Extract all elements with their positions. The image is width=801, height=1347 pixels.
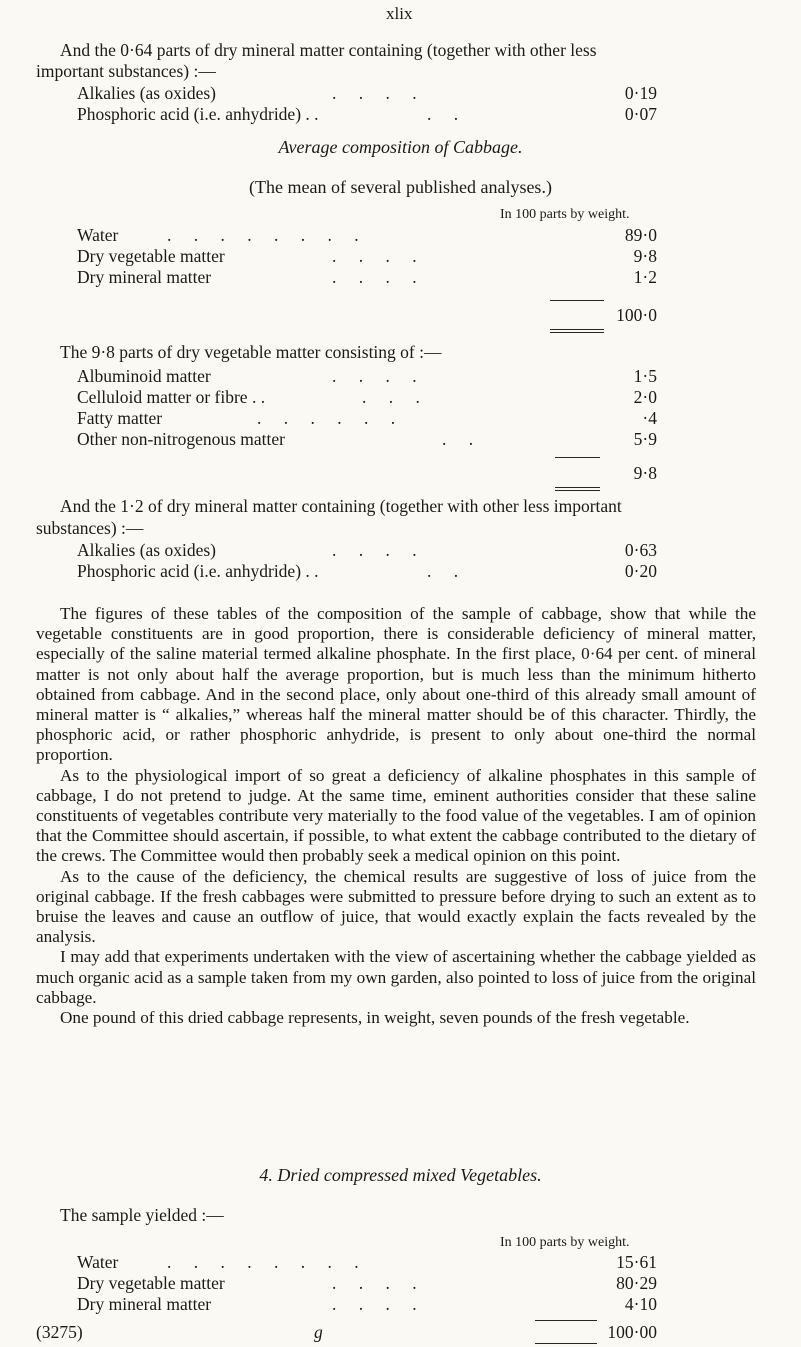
intro-vegetable-matter: The 9·8 parts of dry vegetable matter consisting of :— (60, 342, 442, 362)
table1-value: 0·19 (624, 83, 657, 103)
table5-total: 100·00 (607, 1322, 657, 1342)
table5-label: Water (77, 1252, 119, 1272)
total-double-rule (550, 329, 604, 330)
table3-row: Celluloid matter or fibre . . . . . 2·0 (77, 387, 657, 407)
table3-row: Fatty matter . . . . . . ·4 (77, 408, 657, 428)
table5-label: Dry vegetable matter (77, 1273, 225, 1293)
sum-rule (535, 1320, 597, 1321)
section-heading-cabbage: Average composition of Cabbage. (278, 137, 523, 157)
page-number: xlix (386, 4, 413, 23)
table2-total: 100·0 (616, 305, 657, 325)
table2-value: 9·8 (633, 246, 657, 266)
paragraph: As to the cause of the deficiency, the chemical results are suggestive of loss of juice from the original cabbage. If the fresh cabbages were submitted to pressure before drying to such an extent as to bruise the leaves and cause an outflow of juice, that would exactly explain the facts revealed by the analysis. (36, 866, 756, 947)
sum-rule (555, 457, 600, 458)
total-double-rule (555, 487, 600, 488)
section4-intro: The sample yielded :— (60, 1205, 224, 1225)
table3-value: 5·9 (633, 429, 657, 449)
paragraph: As to the physiological import of so great a deficiency of alkaline phosphates in this sample of cabbage, I do not pretend to judge. At the same time, eminent authorities consider that these saline constituents of vegetables contribute very materially to the food value of the vegetables. I am of opinion that the Committee should ascertain, if possible, to what extent the cabbage contributed to the dietary of the crews. The Committee would then probably seek a medical opinion on this point. (36, 765, 756, 866)
table3-value: 2·0 (633, 387, 657, 407)
paragraph: I may add that experiments undertaken with the view of ascertaining whether the cabbage yielded as much organic acid as a sample taken from my own garden, also pointed to loss of juice from the original cabbage. (36, 947, 756, 1007)
table4-value: 0·63 (624, 540, 657, 560)
table5-total-row (77, 1322, 657, 1343)
sum-rule (550, 300, 604, 301)
table2-label: Dry mineral matter (77, 267, 212, 287)
table4-row: Phosphoric acid (i.e. anhydride) . . . . 0·20 (77, 561, 657, 581)
intro-line-1: And the 0·64 parts of dry mineral matter containing (together with other less (60, 40, 597, 60)
table1-row: Phosphoric acid (i.e. anhydride) . . . . 0·07 (77, 104, 657, 124)
table1-label: Alkalies (as oxides) (77, 83, 216, 103)
table5-value: 4·10 (624, 1294, 657, 1314)
paragraph: One pound of this dried cabbage represents, in weight, seven pounds of the fresh vegetable. (60, 1008, 690, 1028)
table5-row: Dry mineral matter . . . . 4·10 (77, 1294, 657, 1314)
table3-label: Celluloid matter or fibre . . (77, 387, 266, 407)
table5-row: Water . . . . . . . . 15·61 (77, 1252, 657, 1272)
total-double-rule (535, 1343, 597, 1344)
table3-label: Albuminoid matter (77, 366, 211, 386)
table5-label: Dry mineral matter (77, 1294, 212, 1314)
table4-value: 0·20 (624, 561, 657, 581)
table5-row: Dry vegetable matter . . . . 80·29 (77, 1273, 657, 1293)
paragraph: The figures of these tables of the composition of the sample of cabbage, show that while the vegetable constituents are in good proportion, there is considerable deficiency of mineral matter, especially of the saline material termed alkaline phosphate. In the first place, 0·64 per cent. of mineral matter is not only about half the average proportion, but is much less than the minimum hitherto obtained from cabbage. And in the second place, only about one-third of this already small amount of mineral matter is “ alkalies,” whereas half the mineral matter should be of this character. Thirdly, the phosphoric acid, or rather phosphoric anhydride, is present to only about one-third the normal proportion. (36, 604, 756, 765)
table2-label: Dry vegetable matter (77, 246, 225, 266)
table2-value: 89·0 (624, 225, 657, 245)
units-label: In 100 parts by weight. (500, 207, 630, 222)
table3-row: Albuminoid matter . . . . 1·5 (77, 366, 657, 386)
table5-value: 15·61 (616, 1252, 657, 1272)
intro4-line-2: substances) :— (36, 518, 144, 538)
table3-row: Other non-nitrogenous matter . . 5·9 (77, 429, 657, 449)
table4-row: Alkalies (as oxides) . . . . 0·63 (77, 540, 657, 560)
table2-value: 1·2 (633, 267, 657, 287)
table2-total-row (77, 305, 657, 326)
body-text (36, 604, 756, 1028)
table1-label: Phosphoric acid (i.e. anhydride) . . (77, 104, 319, 124)
table3-total: 9·8 (633, 463, 657, 483)
total-double-rule (555, 490, 600, 491)
table3-label: Fatty matter (77, 408, 163, 428)
table2-row: Dry vegetable matter . . . . 9·8 (77, 246, 657, 266)
table2-label: Water (77, 225, 119, 245)
table3-label: Other non-nitrogenous matter (77, 429, 286, 449)
printer-code: (3275) (36, 1322, 83, 1342)
table3-total-row (77, 463, 657, 484)
table4-label: Phosphoric acid (i.e. anhydride) . . (77, 561, 319, 581)
signature-mark: g (314, 1322, 323, 1342)
section-heading-dried-vegetables: 4. Dried compressed mixed Vegetables. (259, 1165, 542, 1185)
total-double-rule (550, 332, 604, 333)
intro-line-2: important substances) :— (36, 61, 216, 81)
table5-value: 80·29 (616, 1273, 657, 1293)
table2-row: Water . . . . . . . . 89·0 (77, 225, 657, 245)
intro4-line-1: And the 1·2 of dry mineral matter containing (together with other less important (60, 496, 622, 516)
table1-row: Alkalies (as oxides) . . . . 0·19 (77, 83, 657, 103)
table3-value: ·4 (642, 408, 657, 428)
table3-value: 1·5 (633, 366, 657, 386)
table2-row: Dry mineral matter . . . . 1·2 (77, 267, 657, 287)
units-label: In 100 parts by weight. (500, 1235, 630, 1250)
section-subheading-cabbage: (The mean of several published analyses.) (249, 177, 552, 197)
table4-label: Alkalies (as oxides) (77, 540, 216, 560)
table1-value: 0·07 (624, 104, 657, 124)
